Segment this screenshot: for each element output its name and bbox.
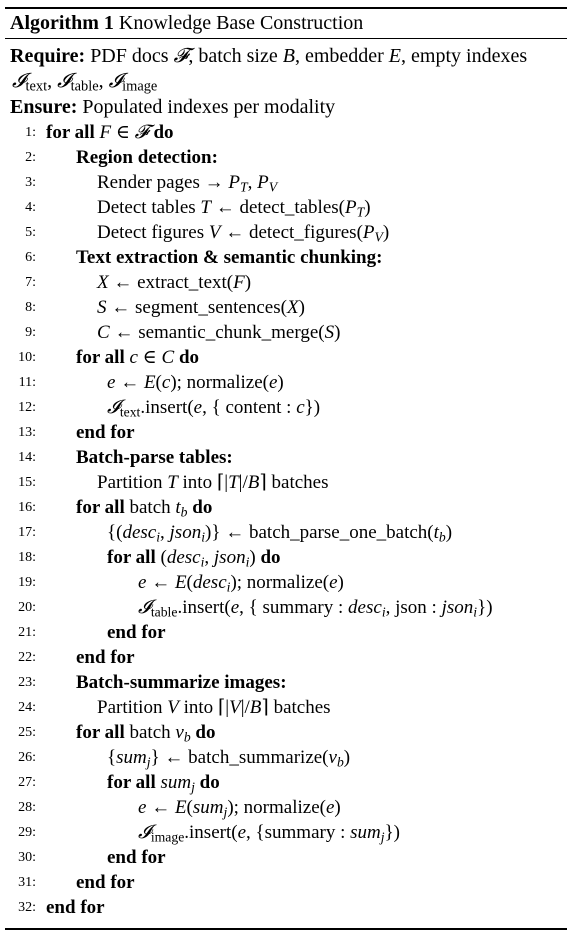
line-number: 16: bbox=[18, 500, 36, 515]
line-text: C ← semantic_chunk_merge(S) bbox=[97, 322, 341, 343]
line-number: 10: bbox=[18, 350, 36, 365]
line-number: 1: bbox=[25, 125, 36, 140]
line-text: Partition V into ⌈|V|/B⌉ batches bbox=[97, 697, 331, 718]
line-number: 15: bbox=[18, 475, 36, 490]
line-text: for all batch $t_b$ do bbox=[76, 497, 213, 520]
line-number: 13: bbox=[18, 425, 36, 440]
line-text: for all batch $v_b$ do bbox=[76, 722, 216, 745]
line-number: 12: bbox=[18, 400, 36, 415]
line-number: 8: bbox=[25, 300, 36, 315]
require-label: Require: bbox=[10, 45, 86, 67]
line-number: 28: bbox=[18, 800, 36, 815]
line-text: Partition T into ⌈|T|/B⌉ batches bbox=[97, 472, 329, 493]
line-number: 19: bbox=[18, 575, 36, 590]
require-indexes: 𝓘$_{text}$, 𝓘$_{table}$, 𝓘$_{image}$ bbox=[12, 70, 158, 95]
line-text: Detect tables T ← $detect\_tables(P_T)$ bbox=[97, 197, 371, 220]
line-text: 𝓘$_{table}$.insert(e, { summary : desc$_i$, json : json$_i$}) bbox=[138, 597, 493, 620]
line-number: 9: bbox=[25, 325, 36, 340]
line-number: 11: bbox=[18, 375, 36, 390]
line-number: 2: bbox=[25, 150, 36, 165]
algorithm-title bbox=[10, 10, 363, 36]
line-number: 30: bbox=[18, 850, 36, 865]
line-text: Batch-parse tables: bbox=[76, 447, 233, 468]
line-text: X ← extract_text(F) bbox=[97, 272, 252, 293]
line-number: 31: bbox=[18, 875, 36, 890]
line-text: for all (desc$_i$, json$_i$) do bbox=[107, 547, 281, 570]
ensure-line bbox=[10, 95, 335, 119]
line-number: 4: bbox=[25, 200, 36, 215]
line-text: {sum$_j$} ← $batch\_summarize(v_b)$ bbox=[107, 747, 351, 770]
line-text: S ← segment_sentences(X) bbox=[97, 297, 305, 318]
line-number: 24: bbox=[18, 700, 36, 715]
line-text: {(desc$_i$, json$_i$)} ← $batch\_parse\_one\_batch(t_b)$ bbox=[107, 522, 453, 545]
line-text: end for bbox=[76, 422, 135, 443]
algorithm-label: Algorithm 1 bbox=[10, 12, 114, 34]
top-rule bbox=[5, 7, 567, 9]
ensure-text: Populated indexes per modality bbox=[82, 96, 336, 118]
line-text: Region detection: bbox=[76, 147, 218, 168]
line-text: end for bbox=[107, 622, 166, 643]
ensure-label: Ensure: bbox=[10, 96, 78, 118]
line-text: 𝓘$_{image}$.insert(e, {summary : sum$_j$}) bbox=[138, 822, 401, 845]
line-number: 23: bbox=[18, 675, 36, 690]
line-number: 26: bbox=[18, 750, 36, 765]
line-text: Render pages → $P_T$, $P_V$ bbox=[97, 172, 278, 195]
require-text: PDF docs 𝓕, batch size B, embedder E, empty indexes bbox=[90, 45, 528, 67]
line-number: 32: bbox=[18, 900, 36, 915]
title-rule bbox=[5, 38, 567, 39]
line-text: end for bbox=[107, 847, 166, 868]
line-text: for all c ∈ C do bbox=[76, 347, 200, 368]
line-number: 3: bbox=[25, 175, 36, 190]
line-text: Batch-summarize images: bbox=[76, 672, 287, 693]
line-text: e ← E(desc$_i$); normalize(e) bbox=[138, 572, 344, 595]
line-number: 20: bbox=[18, 600, 36, 615]
require-line bbox=[10, 44, 527, 68]
line-text: Text extraction & semantic chunking: bbox=[76, 247, 383, 268]
line-text: for all sum$_j$ do bbox=[107, 772, 220, 795]
line-number: 25: bbox=[18, 725, 36, 740]
line-number: 27: bbox=[18, 775, 36, 790]
line-number: 6: bbox=[25, 250, 36, 265]
line-text: 𝓘$_{text}$.insert(e, { content : c}) bbox=[107, 397, 321, 420]
line-text: Detect figures V ← $detect\_figures(P_V)$ bbox=[97, 222, 390, 245]
line-number: 18: bbox=[18, 550, 36, 565]
line-number: 21: bbox=[18, 625, 36, 640]
algorithm-title-text: Knowledge Base Construction bbox=[118, 12, 364, 34]
line-number: 22: bbox=[18, 650, 36, 665]
line-text: e ← E(sum$_j$); normalize(e) bbox=[138, 797, 341, 820]
bottom-rule bbox=[5, 928, 567, 930]
line-number: 5: bbox=[25, 225, 36, 240]
line-text: for all F ∈ 𝓕 do bbox=[46, 122, 174, 143]
line-text: end for bbox=[76, 872, 135, 893]
line-number: 29: bbox=[18, 825, 36, 840]
line-text: e ← E(c); normalize(e) bbox=[107, 372, 284, 393]
line-number: 14: bbox=[18, 450, 36, 465]
line-text: end for bbox=[46, 897, 105, 918]
line-text: end for bbox=[76, 647, 135, 668]
line-number: 7: bbox=[25, 275, 36, 290]
line-number: 17: bbox=[18, 525, 36, 540]
